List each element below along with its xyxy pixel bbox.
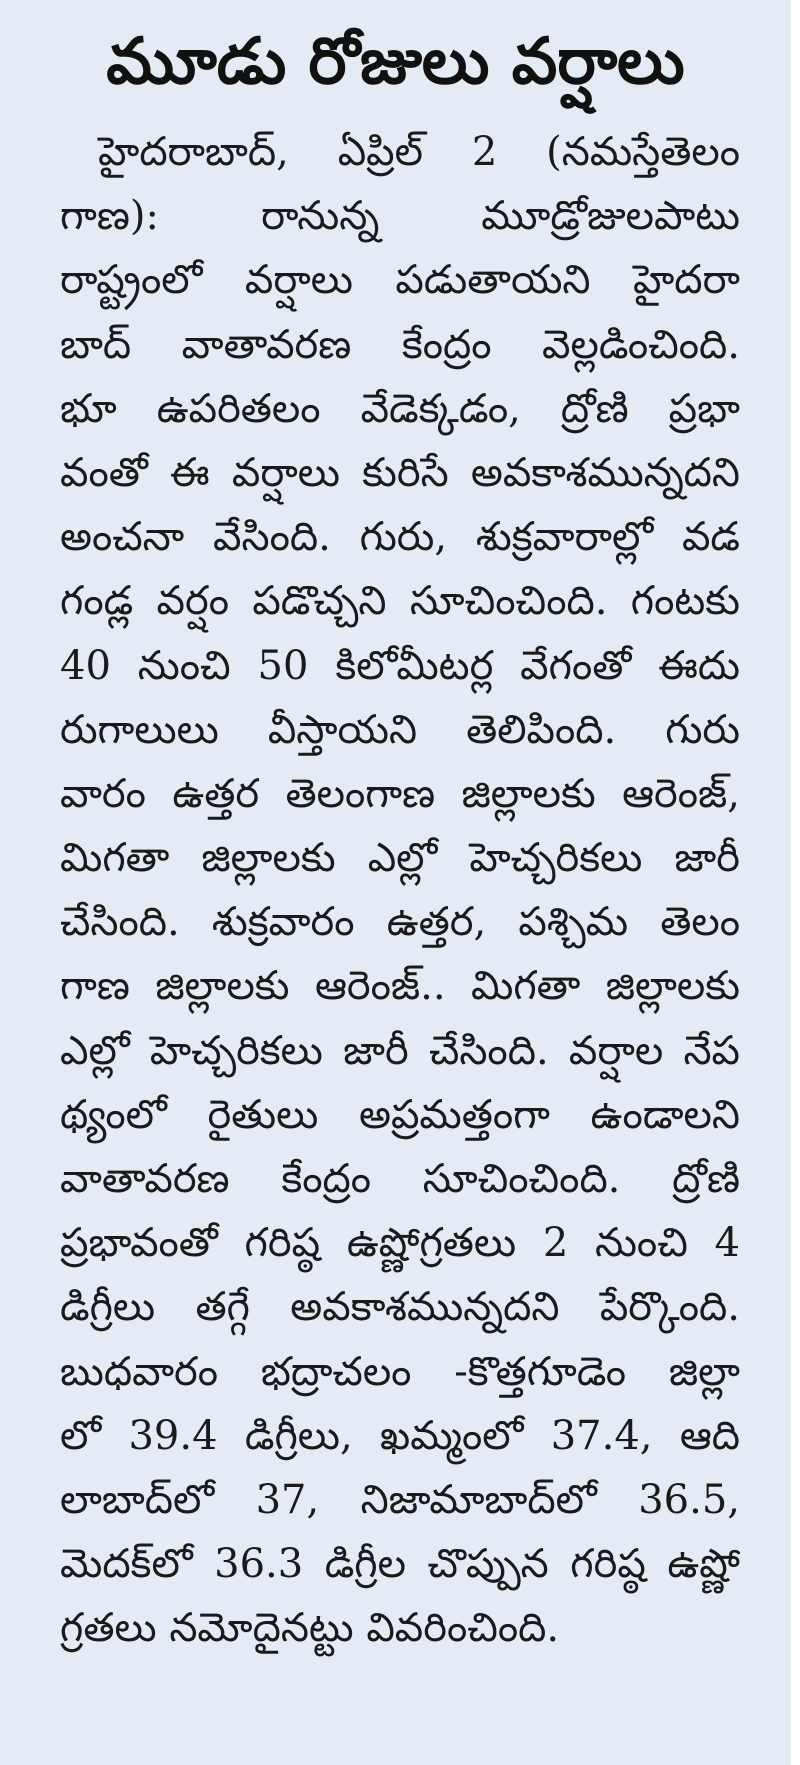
article-line: బాద్ వాతావరణ కేంద్రం వెల్లడించింది.	[60, 321, 740, 368]
article-line: గాణ జిల్లాలకు ఆరెంజ్.. మిగతా జిల్లాలకు	[60, 963, 740, 1010]
article-line: 40 నుంచి 50 కిలోమీటర్ల వేగంతో ఈదు	[60, 642, 740, 689]
article-line: థ్యంలో రైతులు అప్రమత్తంగా ఉండాలని	[60, 1091, 740, 1138]
article-line: డిగ్రీలు తగ్గే అవకాశమున్నదని పేర్కొంది.	[60, 1284, 740, 1331]
article-line: లో 39.4 డిగ్రీలు, ఖమ్మంలో 37.4, ఆది	[60, 1412, 740, 1459]
article-line: అంచనా వేసింది. గురు, శుక్రవారాల్లో వడ	[60, 514, 740, 561]
article-line: గ్రతలు నమోదైనట్టు వివరించింది.	[60, 1605, 560, 1652]
article-line: మిగతా జిల్లాలకు ఎల్లో హెచ్చరికలు జారీ	[60, 835, 740, 882]
article-line: వంతో ఈ వర్షాలు కురిసే అవకాశమున్నదని	[60, 449, 740, 496]
article-body	[60, 120, 740, 1661]
article-line: రుగాలులు వీస్తాయని తెలిపింది. గురు	[60, 706, 740, 753]
article-line: రాష్ట్రంలో వర్షాలు పడుతాయని హైదరా	[60, 257, 740, 304]
headline: మూడు రోజులు వర్షాలు	[106, 25, 685, 99]
article-line: వాతావరణ కేంద్రం సూచించింది. ద్రోణి	[60, 1156, 740, 1202]
article-line: గాణ): రానున్న మూడ్రోజులపాటు	[60, 193, 740, 240]
article-line: ఎల్లో హెచ్చరికలు జారీ చేసింది. వర్షాల నేప	[60, 1027, 740, 1074]
article-line: బుధవారం భద్రాచలం -కొత్తగూడెం జిల్లా	[60, 1348, 740, 1395]
article-line: గండ్ల వర్షం పడొచ్చని సూచించింది. గంటకు	[60, 578, 740, 625]
article-line: చేసింది. శుక్రవారం ఉత్తర, పశ్చిమ తెలం	[60, 899, 740, 946]
article-line: హైదరాబాద్, ఏప్రిల్ 2 (నమస్తేతెలం	[98, 129, 740, 175]
article-line: భూ ఉపరితలం వేడెక్కడం, ద్రోణి ప్రభా	[60, 385, 740, 432]
article-line: ప్రభావంతో గరిష్ఠ ఉష్ణోగ్రతలు 2 నుంచి 4	[60, 1220, 740, 1267]
article-line: మెదక్‌లో 36.3 డిగ్రీల చొప్పున గరిష్ఠ ఉష్ణో	[60, 1541, 740, 1588]
article-line: లాబాద్‌లో 37, నిజామాబాద్‌లో 36.5,	[60, 1476, 740, 1523]
article-line: వారం ఉత్తర తెలంగాణ జిల్లాలకు ఆరెంజ్,	[60, 770, 740, 817]
